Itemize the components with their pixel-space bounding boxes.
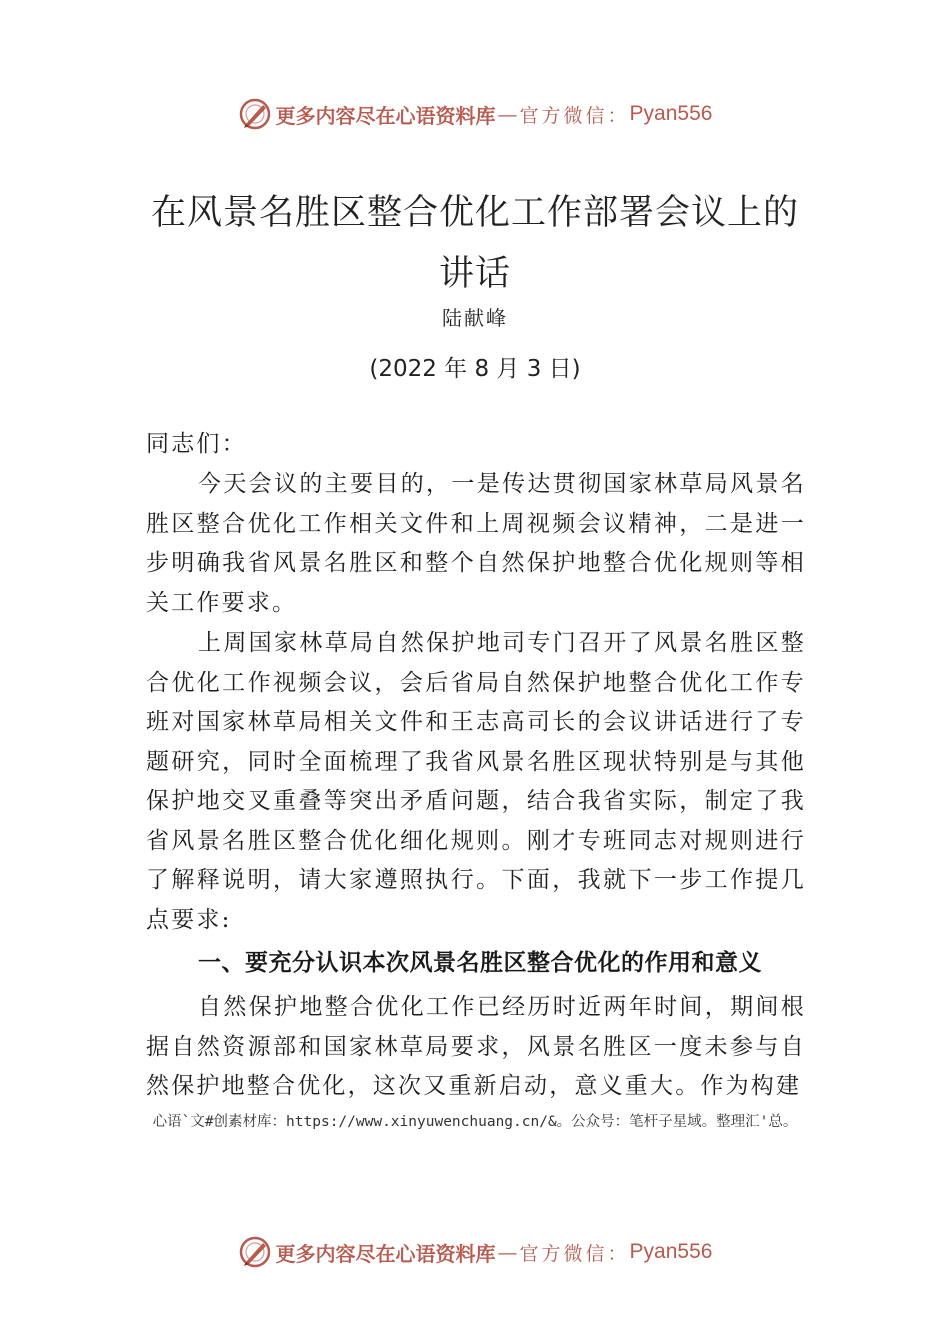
paragraph-3: 自然保护地整合优化工作已经历时近两年时间，期间根据自然资源部和国家林草局要求，风景名胜区一度未参与自然保护地整合优化，这次又重新启动，意义重大。作为构建 — [146, 994, 806, 1099]
banner-dash: — — [497, 1240, 518, 1264]
top-banner — [0, 94, 950, 134]
banner-wechat-label: 官方微信： — [519, 1242, 630, 1265]
banner-wechat-label: 官方微信： — [519, 104, 630, 127]
paragraph-2: 上周国家林草局自然保护地司专门召开了风景名胜区整合优化工作视频会议，会后省局自然保护地整合优化工作专班对国家林草局相关文件和王志高司长的会议讲话进行了专题研究，同时全面梳理了我省风景名胜区现状特别是与其他保护地交叉重叠等突出矛盾问题，结合我省实际，制定了我省风景名胜区整合优化细化规则。刚才专班同志对规则进行了解释说明，请大家遵照执行。下面，我就下一步工作提几点要求: — [146, 630, 806, 933]
banner-main-text: 更多内容尽在心语资料库 — [275, 103, 496, 128]
banner-wechat-id: Pyan556 — [629, 102, 713, 125]
document-date: (2022 年 8 月 3 日) — [369, 356, 581, 382]
source-footnote: 心语`文#创素材库：https://www.xinyuwenchuang.cn/&。公众号：笔杆子星域。整理汇'总。 — [152, 1114, 798, 1130]
banner-wechat-id: Pyan556 — [629, 1240, 713, 1263]
document-title-line1: 在风景名胜区整合优化工作部署会议上的 — [150, 193, 799, 233]
section-heading-1: 一、要充分认识本次风景名胜区整合优化的作用和意义 — [198, 950, 762, 976]
banner-dash: — — [497, 102, 518, 126]
document-title-line2: 讲话 — [438, 254, 511, 294]
bottom-banner — [0, 1232, 950, 1272]
banner-main-text: 更多内容尽在心语资料库 — [275, 1241, 496, 1266]
pen-in-circle-logo — [238, 97, 272, 131]
pen-in-circle-logo — [238, 1235, 272, 1269]
paragraph-1: 今天会议的主要目的，一是传达贯彻国家林草局风景名胜区整合优化工作相关文件和上周视频会议精神，二是进一步明确我省风景名胜区和整个自然保护地整合优化规则等相关工作要求。 — [146, 471, 806, 616]
document-author: 陆献峰 — [442, 306, 508, 330]
salutation: 同志们： — [146, 431, 247, 457]
